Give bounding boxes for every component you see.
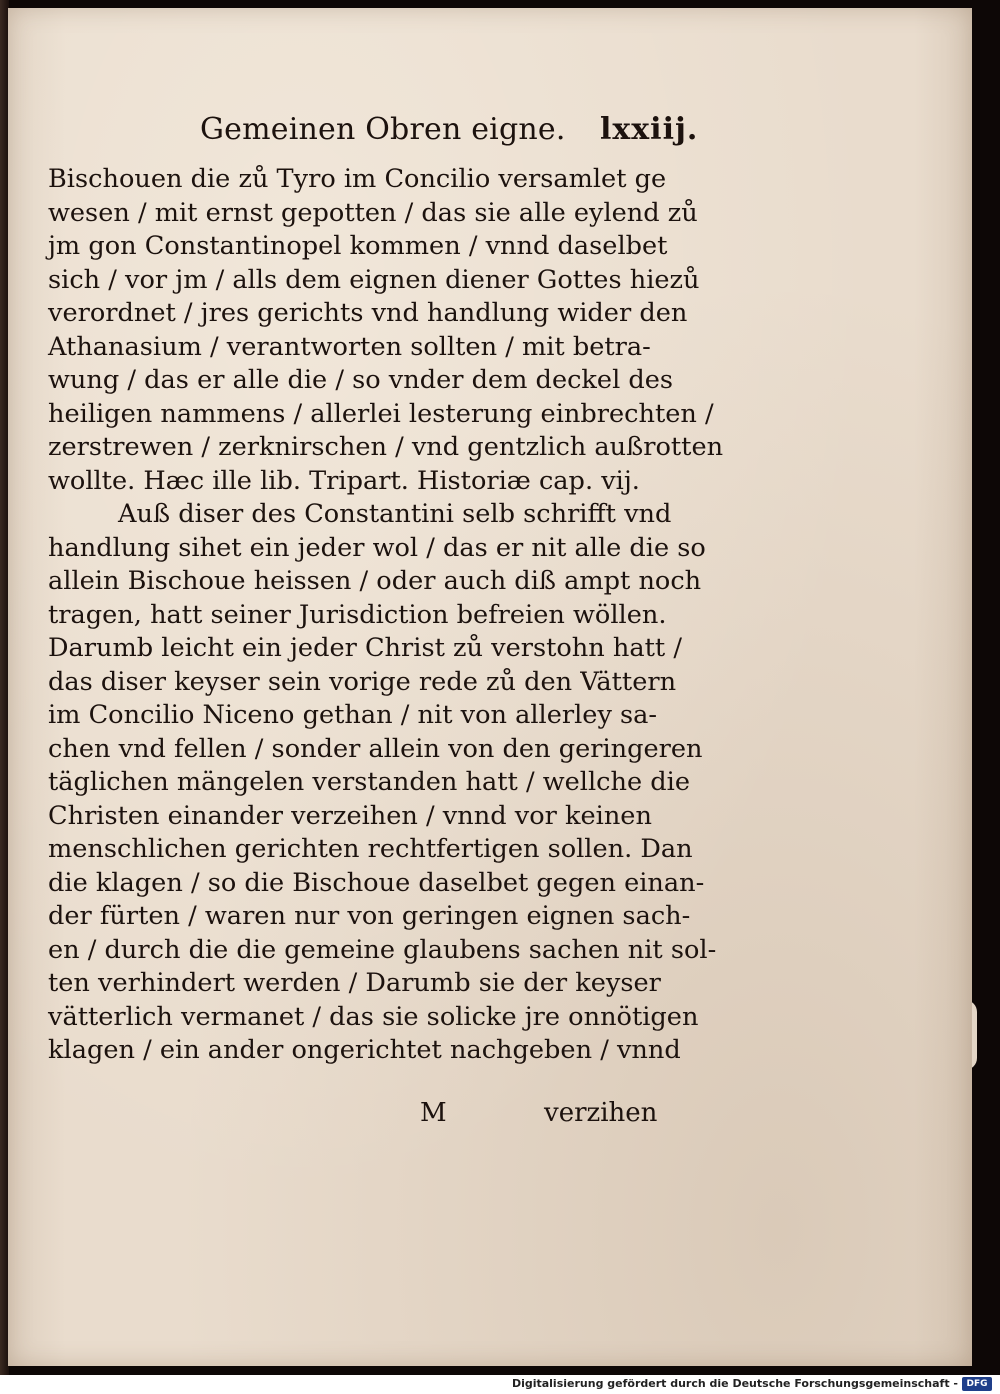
text-line: en / durch die die gemeine glaubens sachen nit sol-	[48, 934, 717, 965]
text-line: Bischouen die zů Tyro im Concilio versamlet ge	[48, 164, 667, 194]
body-text	[48, 163, 724, 1068]
text-line-indented: Auß diser des Constantini selb schrifft vnd	[118, 499, 672, 529]
text-line: wesen / mit ernst gepotten / das sie alle eylend zů	[48, 197, 698, 228]
footer-bar	[0, 1375, 1000, 1394]
text-line: chen vnd fellen / sonder allein von den geringeren	[48, 733, 703, 764]
text-line: tragen, hatt seiner Jurisdiction befreien wöllen.	[48, 599, 667, 630]
signature-mark: M	[420, 1098, 447, 1128]
text-line: verordnet / jres gerichts vnd handlung wider den	[48, 298, 688, 328]
text-line: klagen / ein ander ongerichtet nachgeben / vnnd	[48, 1035, 681, 1065]
running-head: Gemeinen Obren eigne.	[200, 112, 566, 147]
dfg-logo: DFG	[962, 1377, 992, 1391]
text-line: im Concilio Niceno gethan / nit von allerley sa-	[48, 700, 658, 730]
page-foot-marks	[420, 1098, 680, 1138]
folio-number: lxxiij.	[600, 112, 699, 147]
text-line: menschlichen gerichten rechtfertigen sollen. Dan	[48, 834, 693, 864]
text-line: Christen einander verzeihen / vnnd vor keinen	[48, 800, 652, 831]
catchword: verzihen	[544, 1098, 658, 1128]
text-line: täglichen mängelen verstanden hatt / wellche die	[48, 767, 690, 797]
text-line: allein Bischoue heissen / oder auch diß ampt noch	[48, 566, 702, 596]
text-line: Athanasium / verantworten sollten / mit betra-	[48, 331, 651, 362]
text-line: ten verhindert werden / Darumb sie der keyser	[48, 968, 661, 998]
text-line: das diser keyser sein vorige rede zů den Vättern	[48, 666, 677, 697]
text-line: jm gon Constantinopel kommen / vnnd daselbet	[48, 231, 668, 261]
text-line: Darumb leicht ein jeder Christ zů verstohn hatt /	[48, 633, 682, 663]
text-line: zerstrewen / zerknirschen / vnd gentzlich außrotten	[48, 432, 724, 462]
text-line: vätterlich vermanet / das sie solicke jre onnötigen	[48, 1001, 699, 1032]
text-line: handlung sihet ein jeder wol / das er nit alle die so	[48, 532, 706, 563]
funding-credit: Digitalisierung gefördert durch die Deutsche Forschungsgemeinschaft -	[511, 1377, 958, 1390]
text-line: wung / das er alle die / so vnder dem deckel des	[48, 365, 674, 395]
page-header	[200, 112, 699, 152]
text-line: wollte. Hæc ille lib. Tripart. Historiæ cap. vij.	[48, 465, 640, 496]
text-line: sich / vor jm / alls dem eignen diener Gottes hiezů	[48, 264, 700, 295]
text-line: der fürten / waren nur von geringen eignen sach-	[48, 901, 691, 931]
text-line: die klagen / so die Bischoue daselbet gegen einan-	[48, 867, 705, 898]
text-line: heiligen nammens / allerlei lesterung einbrechten /	[48, 398, 714, 429]
